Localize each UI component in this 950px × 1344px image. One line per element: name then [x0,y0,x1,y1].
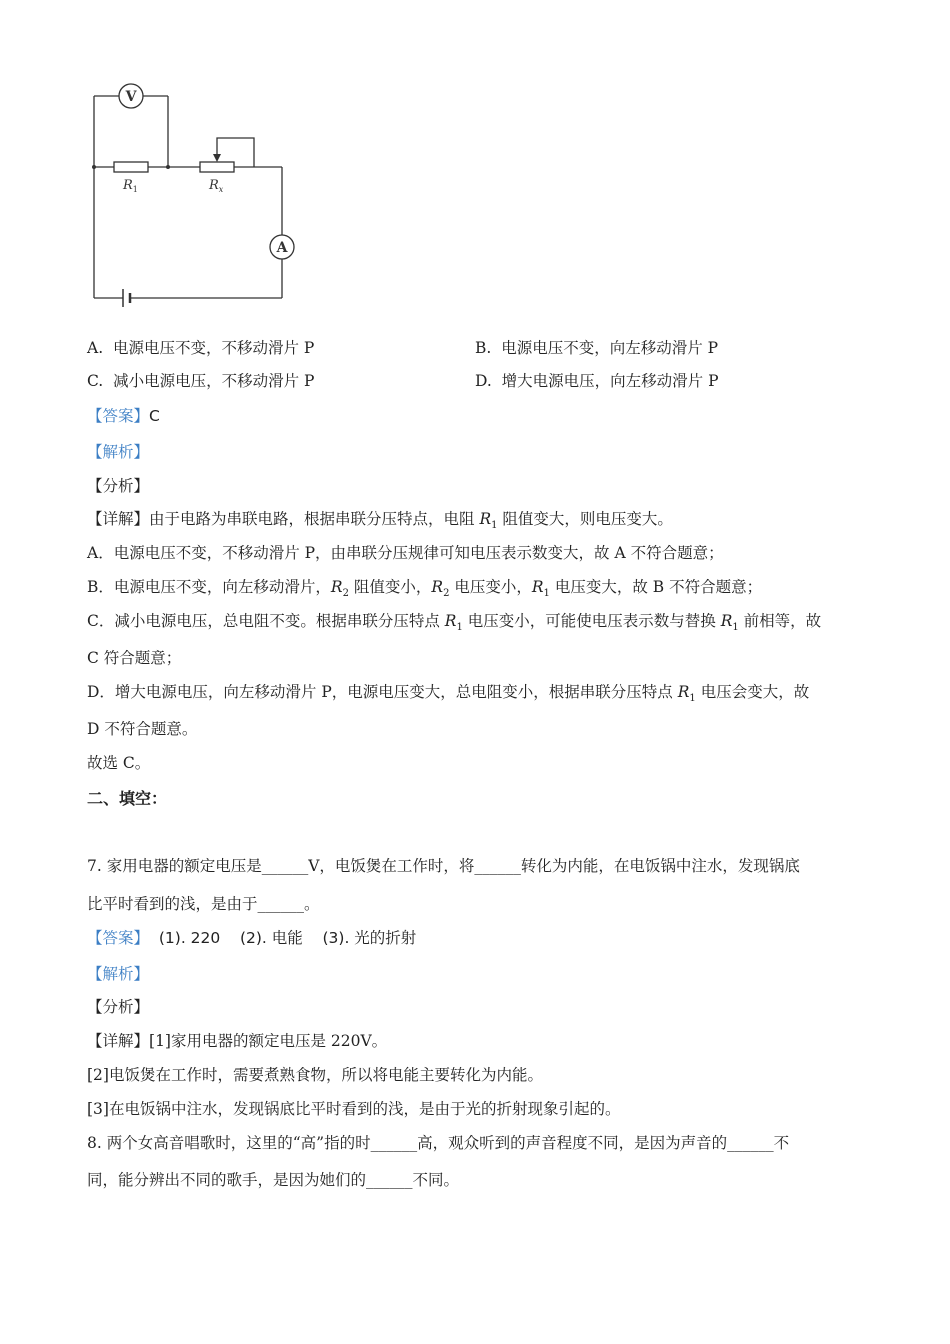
q6-line-d-cont: D 不符合题意。 [87,720,198,738]
q7-detail2: [2]电饭煲在工作时，需要煮熟食物，所以将电能主要转化为内能。 [87,1066,543,1084]
slider-arrow-icon [213,154,221,162]
q7-question-line2: 比平时看到的浅，是由于______。 [87,895,320,913]
ammeter-label: A [276,240,288,256]
q8-question-line1: 8. 两个女高音唱歌时，这里的“高”指的时______高，观众听到的声音程度不同，是因为声音的______不 [87,1134,790,1152]
option-a: A. 电源电压不变，不移动滑片 P [87,339,315,357]
q6-line-a: A．电源电压不变，不移动滑片 P，由串联分压规律可知电压表示数变大，故 A 不符合题意； [87,544,724,562]
option-b: B. 电源电压不变，向左移动滑片 P [475,339,719,357]
resistor-r1 [114,162,148,172]
q6-conclusion: 故选 C。 [87,754,151,772]
q6-line-c: C．减小电源电压，总电阻不变。根据串联分压特点 $R_1$ 电压变小，可能使电压表示数与替换 $R_1$ 前相等，故 [87,612,822,634]
voltmeter-label: V [125,89,137,105]
q7-answer: 【答案】 (1). 220 (2). 电能 (3). 光的折射 [87,929,417,947]
option-c: C. 减小电源电压，不移动滑片 P [87,372,315,390]
q7-detail3: [3]在电饭锅中注水，发现锅底比平时看到的浅，是由于光的折射现象引起的。 [87,1100,621,1118]
circuit-diagram [80,75,310,315]
q7-jiexi-tag: 【解析】 [87,965,150,983]
option-d: D. 增大电源电压，向左移动滑片 P [475,372,719,390]
q7-detail1: 【详解】[1]家用电器的额定电压是 220V。 [87,1032,388,1050]
q7-question-line1: 7. 家用电器的额定电压是______V，电饭煲在工作时，将______转化为内能，在电饭锅中注水，发现锅底 [87,857,800,875]
rheostat-rx [200,162,234,172]
q6-fenxi-tag: 【分析】 [87,477,150,495]
q6-detail: 【详解】由于电路为串联电路，根据串联分压特点，电阻 $R_1$ 阻值变大，则电压变大。 [87,510,673,532]
junction-dot [166,165,170,169]
q7-fenxi-tag: 【分析】 [87,998,150,1016]
r1-label: $R_1$ [123,178,138,194]
rx-label: $R_x$ [209,178,224,194]
section-title: 二、填空： [87,789,168,808]
junction-dot [92,165,96,169]
q6-line-c-cont: C 符合题意； [87,649,182,667]
q8-question-line2: 同，能分辨出不同的歌手，是因为她们的______不同。 [87,1171,460,1189]
q6-answer: 【答案】C [87,407,160,425]
q6-line-b: B．电源电压不变，向左移动滑片，$R_2$ 阻值变小，$R_2$ 电压变小，$R_1$ 电压变大，故 B 不符合题意； [87,578,763,600]
q6-jiexi-tag: 【解析】 [87,443,150,461]
q6-line-d: D．增大电源电压，向左移动滑片 P，电源电压变大，总电阻变小，根据串联分压特点 $R_1$ 电压会变大，故 [87,683,810,705]
